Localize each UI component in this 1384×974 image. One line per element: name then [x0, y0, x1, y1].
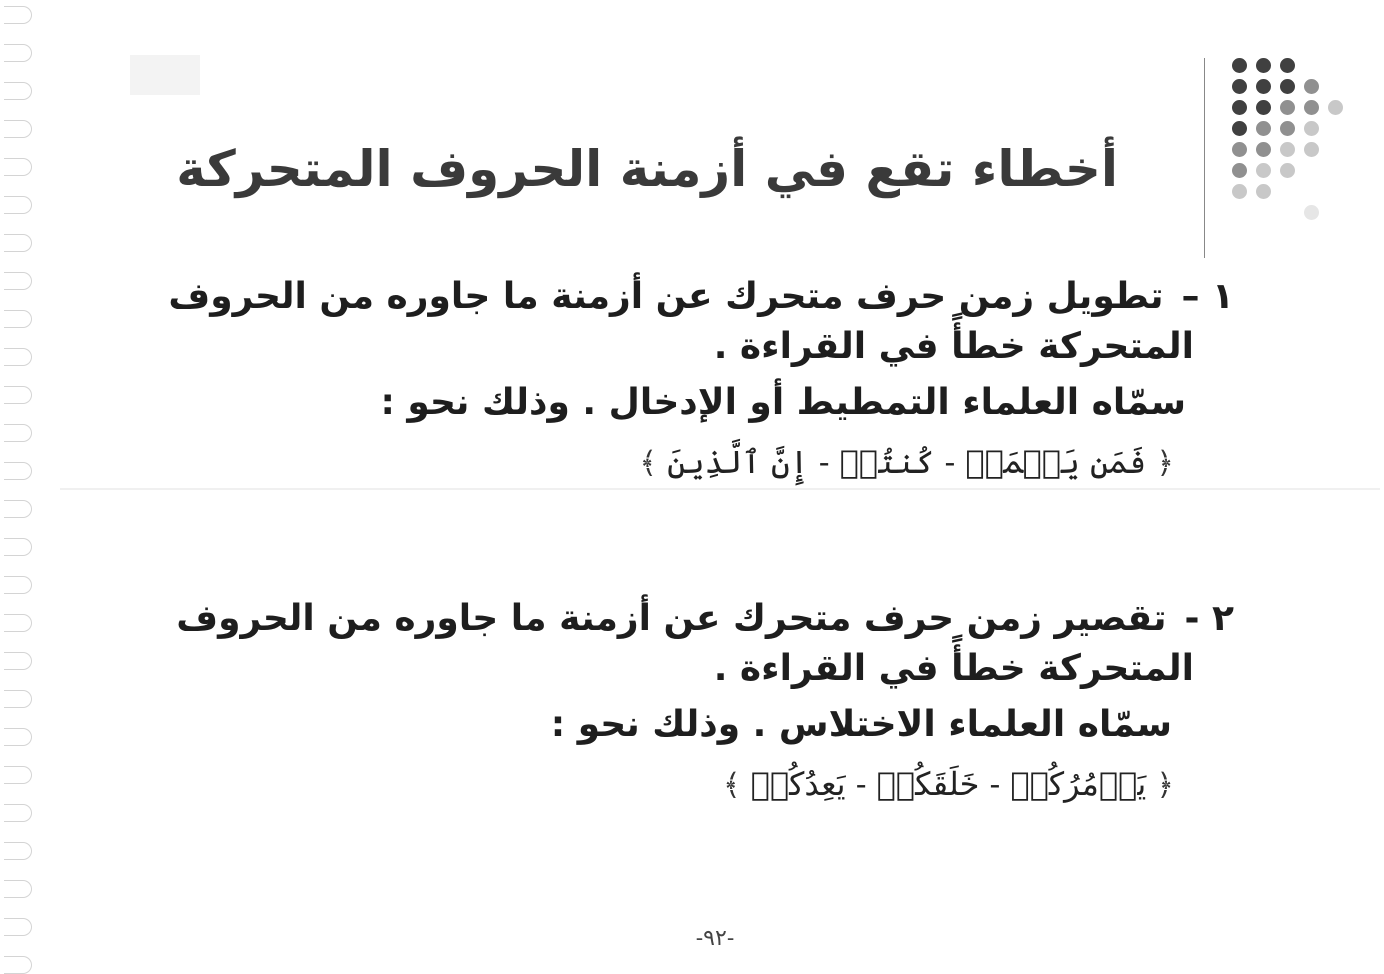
list-item — [168, 272, 1234, 490]
binding-hole — [4, 386, 32, 404]
binding-hole — [4, 272, 32, 290]
decorative-dot — [1232, 142, 1247, 157]
binding-hole — [4, 804, 32, 822]
binding-hole — [4, 880, 32, 898]
decorative-dot — [1280, 100, 1295, 115]
decorative-dot — [1280, 163, 1295, 178]
item-text: تقصير زمن حرف متحرك عن أزمنة ما جاوره من الحروف — [176, 598, 1167, 639]
decorative-dot — [1280, 142, 1295, 157]
decorative-dot-grid — [1222, 52, 1362, 232]
decorative-vertical-rule — [1204, 58, 1205, 258]
binding-hole — [4, 6, 32, 24]
binding-hole — [4, 158, 32, 176]
item-number: ١ – — [1181, 276, 1234, 317]
decorative-dot — [1328, 100, 1343, 115]
item-number: ٢ - — [1184, 598, 1234, 639]
decorative-dot — [1256, 79, 1271, 94]
binding-hole — [4, 82, 32, 100]
decorative-dot — [1256, 58, 1271, 73]
decorative-dot — [1256, 163, 1271, 178]
decorative-dot — [1232, 121, 1247, 136]
bleed-through-smudge — [130, 55, 200, 95]
quran-words: فَمَن يَعۡمَلۡ - كُنتُمۡ - إِنَّ ٱلَّذِينَ — [667, 443, 1147, 481]
decorative-dot — [1280, 121, 1295, 136]
binding-hole — [4, 234, 32, 252]
decorative-dot — [1256, 142, 1271, 157]
binding-hole — [4, 538, 32, 556]
binding-hole — [4, 462, 32, 480]
item-note: سمّاه العلماء التمطيط أو الإدخال . وذلك نحو : — [380, 382, 1186, 423]
binding-hole — [4, 652, 32, 670]
binding-hole — [4, 348, 32, 366]
decorative-dot — [1304, 142, 1319, 157]
decorative-dot — [1280, 79, 1295, 94]
binding-hole — [4, 424, 32, 442]
ornate-bracket-open: ﴿ — [1156, 768, 1174, 803]
decorative-dot — [1232, 163, 1247, 178]
decorative-dot — [1232, 79, 1247, 94]
binding-hole — [4, 310, 32, 328]
item-line-2: المتحركة خطأً في القراءة . — [713, 326, 1194, 367]
item-line-1 — [176, 594, 1234, 644]
decorative-dot — [1304, 79, 1319, 94]
quran-example — [194, 436, 1234, 490]
item-line-1 — [168, 272, 1234, 322]
decorative-dot — [1256, 184, 1271, 199]
binding-hole — [4, 728, 32, 746]
binding-hole — [4, 956, 32, 974]
ornate-bracket-close: ﴾ — [723, 768, 741, 803]
binding-hole — [4, 500, 32, 518]
binding-hole — [4, 120, 32, 138]
decorative-dot — [1304, 205, 1319, 220]
quran-words: يَأۡمُرُكُمۡ - خَلَقَكُمۡ - يَعِدُكُمۡ — [750, 765, 1147, 803]
quran-example — [194, 758, 1234, 812]
item-line-2: المتحركة خطأً في القراءة . — [713, 648, 1194, 689]
decorative-dot — [1256, 121, 1271, 136]
decorative-dot — [1232, 58, 1247, 73]
decorative-dot — [1280, 58, 1295, 73]
binding-holes — [0, 0, 40, 973]
list-item — [176, 594, 1234, 812]
binding-hole — [4, 766, 32, 784]
item-text: تطويل زمن حرف متحرك عن أزمنة ما جاوره من الحروف — [168, 276, 1164, 317]
page-title: أخطاء تقع في أزمنة الحروف المتحركة — [176, 140, 1118, 198]
binding-hole — [4, 690, 32, 708]
binding-hole — [4, 614, 32, 632]
decorative-dot — [1256, 100, 1271, 115]
ornate-bracket-close: ﴾ — [639, 446, 657, 481]
binding-hole — [4, 842, 32, 860]
decorative-dot — [1232, 100, 1247, 115]
binding-hole — [4, 196, 32, 214]
ornate-bracket-open: ﴿ — [1156, 446, 1174, 481]
page-number: -٩٢- — [695, 926, 735, 951]
binding-hole — [4, 44, 32, 62]
decorative-dot — [1232, 184, 1247, 199]
item-note: سمّاه العلماء الاختلاس . وذلك نحو : — [550, 704, 1172, 745]
binding-hole — [4, 576, 32, 594]
decorative-dot — [1304, 121, 1319, 136]
decorative-dot — [1304, 100, 1319, 115]
